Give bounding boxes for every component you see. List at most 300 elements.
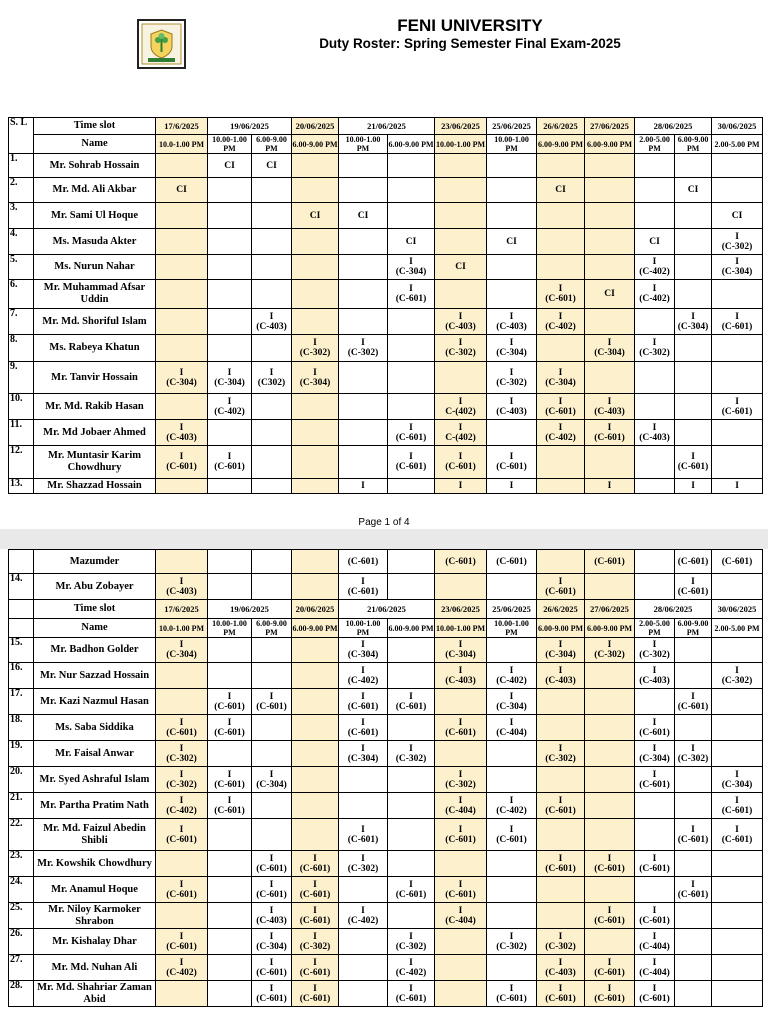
room-code: (C-304): [639, 753, 670, 764]
name-text: Mr. Md. Ali Akbar: [52, 184, 137, 195]
duty-cell: [292, 550, 339, 574]
invigilator-code: I: [313, 905, 317, 916]
invigilator-code: I: [509, 983, 514, 994]
duty-cell: [388, 446, 435, 479]
duty-cell: [487, 550, 537, 574]
duty-cell: [252, 851, 292, 877]
time-label: 6.00-9.00 PM: [256, 619, 287, 637]
room-code: (C-601): [299, 993, 331, 1004]
duty-cell: [252, 929, 292, 955]
duty-cell: [339, 929, 388, 955]
row-serial: [9, 203, 34, 229]
duty-cell: [208, 550, 252, 574]
name-header: [34, 619, 156, 638]
invigilator-code: I: [558, 284, 563, 294]
invigilator-name: [34, 229, 156, 255]
room-code: (C-402): [166, 967, 197, 978]
room-code: (C-302): [299, 941, 331, 952]
duty-cell: [712, 981, 763, 1007]
room-code: (C-403): [166, 586, 197, 597]
invigilator-code: I: [227, 769, 232, 780]
invigilator-code: I: [361, 905, 365, 916]
duty-cell: [487, 280, 537, 309]
table-row: [9, 178, 763, 203]
serial-number: 6.: [10, 279, 18, 290]
duty-cell: [537, 335, 585, 362]
serial-number: 26.: [10, 928, 23, 939]
invigilator-name: [34, 203, 156, 229]
duty-cell: [585, 851, 635, 877]
row-serial: [9, 767, 34, 793]
duty-cell: [487, 689, 537, 715]
duty-cell: [339, 819, 388, 851]
duty-cell: [435, 479, 487, 494]
duty-cell: [675, 793, 712, 819]
invigilator-code: I: [652, 717, 657, 728]
invigilator-code: I: [313, 338, 317, 348]
duty-cell: [635, 981, 675, 1007]
duty-cell: [537, 955, 585, 981]
row-serial: [9, 362, 34, 394]
duty-cell: [585, 550, 635, 574]
invigilator-code: I: [269, 983, 274, 994]
invigilator-code: I: [179, 957, 184, 968]
duty-cell: [675, 229, 712, 255]
duty-cell: [252, 638, 292, 663]
duty-cell: [675, 981, 712, 1007]
duty-cell: [339, 420, 388, 446]
row-serial: [9, 663, 34, 689]
room-code: (C-402): [545, 321, 576, 332]
duty-cell: [388, 574, 435, 600]
duty-cell: [487, 574, 537, 600]
duty-cell: [675, 550, 712, 574]
date-label: 21/06/2025: [367, 604, 406, 614]
invigilator-code: I: [607, 422, 612, 433]
duty-cell: [252, 767, 292, 793]
invigilator-name: [34, 154, 156, 178]
duty-cell: [339, 550, 388, 574]
duty-cell: [487, 154, 537, 178]
invigilator-name: [34, 178, 156, 203]
date-header: [435, 600, 487, 619]
invigilator-code: I: [691, 879, 695, 890]
duty-cell: [339, 280, 388, 309]
duty-cell: [156, 550, 208, 574]
invigilator-code: I: [269, 367, 274, 378]
table-row: [9, 280, 763, 309]
date-label: 26/6/2025: [543, 604, 578, 614]
date-header: [208, 600, 292, 619]
duty-cell: [675, 178, 712, 203]
room-code: (C-302): [496, 377, 527, 388]
invigilator-code: I: [558, 931, 563, 942]
duty-cell: [208, 203, 252, 229]
row-serial: [9, 255, 34, 280]
time-header: [585, 619, 635, 638]
invigilator-name: [34, 929, 156, 955]
invigilator-code: I: [558, 640, 563, 650]
room-code: (C-601): [721, 834, 753, 845]
date-label: 30/06/2025: [717, 604, 757, 614]
invigilator-code: I: [735, 311, 739, 322]
table-row: [9, 903, 763, 929]
room-code: (C-403): [445, 675, 476, 686]
duty-cell: [292, 203, 339, 229]
duty-cell: [675, 255, 712, 280]
room-code: (C-404): [445, 915, 476, 926]
name-text: Mr. Badhon Golder: [50, 644, 139, 655]
invigilator-code: I: [652, 284, 657, 294]
duty-cell: [156, 638, 208, 663]
room-code: (C-403): [166, 432, 197, 443]
row-serial: [9, 715, 34, 741]
invigilator-code: I: [558, 983, 563, 994]
serial-number: 20.: [10, 766, 23, 777]
duty-cell: [388, 229, 435, 255]
time-label: 2.00-5.00 PM: [639, 135, 670, 153]
room-code: (C-304): [594, 348, 625, 358]
invigilator-name: [34, 280, 156, 309]
room-code: (C-304): [721, 779, 753, 790]
duty-cell: [339, 877, 388, 903]
invigilator-code: I: [735, 795, 739, 806]
duty-cell: [635, 955, 675, 981]
date-header: [712, 600, 763, 619]
duty-cell: [292, 255, 339, 280]
row-serial: [9, 479, 34, 494]
duty-cell: [635, 394, 675, 420]
room-code: (C-402): [496, 675, 527, 686]
invigilator-code: I: [558, 311, 563, 322]
room-code: (C-601): [496, 462, 527, 472]
invigilator-code: I: [458, 824, 463, 835]
duty-cell: [292, 229, 339, 255]
room-code: (C-302): [166, 779, 197, 790]
duty-code: CI: [224, 160, 235, 171]
table-row: [9, 335, 763, 362]
duty-cell: [292, 446, 339, 479]
invigilator-code: I: [409, 284, 413, 294]
invigilator-code: I: [269, 853, 274, 864]
invigilator-code: I: [558, 422, 563, 433]
duty-cell: [487, 715, 537, 741]
duty-cell: [339, 767, 388, 793]
row-serial: [9, 877, 34, 903]
duty-code: I: [458, 481, 463, 491]
room-code: (C-601): [299, 863, 331, 874]
room-code: (C-601): [395, 701, 427, 712]
duty-cell: [252, 446, 292, 479]
name-text: Ms. Rabeya Khatun: [49, 342, 140, 353]
duty-cell: [585, 955, 635, 981]
duty-cell: [339, 154, 388, 178]
time-label: 6.00-9.00 PM: [586, 623, 633, 633]
room-code: (C-403): [496, 321, 527, 332]
invigilator-code: I: [179, 452, 184, 462]
duty-cell: [156, 981, 208, 1007]
duty-cell: [585, 362, 635, 394]
duty-code: (C-601): [721, 556, 753, 567]
row-serial: [9, 981, 34, 1007]
duty-cell: [585, 793, 635, 819]
serial-number: 18.: [10, 714, 23, 725]
invigilator-code: I: [509, 452, 514, 462]
date-label: 17/6/2025: [164, 121, 199, 131]
duty-cell: [208, 793, 252, 819]
time-label: 6.00-9.00 PM: [537, 623, 584, 633]
name-text: Mr. Md. Nuhan Ali: [51, 961, 138, 973]
room-code: (C-601): [214, 779, 245, 790]
time-label: 10.0-1.00 PM: [158, 623, 205, 633]
duty-cell: [388, 689, 435, 715]
invigilator-code: I: [269, 879, 274, 890]
room-code: (C-302): [166, 753, 197, 764]
duty-roster-table-page-1: [8, 117, 763, 494]
invigilator-code: I: [509, 931, 514, 942]
duty-cell: [635, 767, 675, 793]
serial-number: 13.: [10, 478, 23, 489]
room-code: (C-302): [445, 348, 476, 358]
room-code: (C-601): [347, 586, 379, 597]
invigilator-code: I: [458, 879, 463, 890]
duty-cell: [156, 335, 208, 362]
invigilator-code: I: [361, 338, 365, 348]
invigilator-code: I: [607, 905, 612, 916]
invigilator-name: [34, 663, 156, 689]
duty-cell: [712, 420, 763, 446]
name-text: Mr. Md. Shahriar Zaman Abid: [37, 981, 152, 1005]
room-code: (C-403): [545, 675, 576, 686]
duty-code: I: [607, 481, 612, 491]
invigilator-code: I: [227, 367, 232, 378]
duty-cell: [675, 689, 712, 715]
invigilator-code: I: [652, 338, 657, 348]
room-code: (C-601): [545, 863, 576, 874]
room-code: (C-601): [166, 462, 197, 472]
duty-cell: [675, 420, 712, 446]
duty-cell: [537, 446, 585, 479]
duty-cell: [292, 793, 339, 819]
duty-cell: [292, 877, 339, 903]
page-footer: Page 1 of 4: [358, 517, 410, 528]
invigilator-code: I: [558, 853, 563, 864]
invigilator-name: [34, 255, 156, 280]
duty-cell: [635, 741, 675, 767]
sl-header: [9, 118, 34, 154]
duty-cell: [675, 309, 712, 335]
invigilator-code: I: [313, 931, 317, 942]
name-text: Mr. Partha Pratim Nath: [40, 799, 149, 811]
duty-cell: [487, 309, 537, 335]
room-code: (C-402): [545, 432, 576, 443]
table-row: [9, 362, 763, 394]
time-slot-header: [34, 118, 156, 135]
duty-cell: [675, 877, 712, 903]
room-code: (C-601): [677, 889, 709, 900]
room-code: (C-601): [639, 915, 670, 926]
invigilator-code: I: [652, 665, 657, 676]
date-label: 23/06/2025: [441, 604, 480, 614]
room-code: (C-601): [721, 406, 753, 417]
serial-number: 4.: [10, 228, 18, 239]
duty-cell: [156, 955, 208, 981]
invigilator-code: I: [691, 743, 695, 754]
duty-cell: [435, 362, 487, 394]
invigilator-code: I: [509, 824, 514, 835]
invigilator-code: I: [361, 665, 365, 676]
time-header: [712, 619, 763, 638]
duty-cell: [292, 479, 339, 494]
duty-cell: [712, 877, 763, 903]
invigilator-code: I: [361, 824, 365, 835]
duty-cell: [339, 955, 388, 981]
duty-cell: [252, 574, 292, 600]
duty-cell: [388, 362, 435, 394]
duty-cell: [487, 362, 537, 394]
duty-cell: [156, 394, 208, 420]
duty-cell: [208, 819, 252, 851]
duty-cell: [435, 420, 487, 446]
invigilator-name: [34, 715, 156, 741]
time-label: 10.0-1.00 PM: [158, 139, 205, 149]
room-code: (C-601): [347, 834, 379, 845]
duty-cell: [487, 767, 537, 793]
duty-cell: [156, 255, 208, 280]
room-code: (C-304): [256, 941, 287, 952]
duty-cell: [208, 638, 252, 663]
duty-cell: [252, 394, 292, 420]
room-code: (C-601): [214, 805, 245, 816]
duty-code: CI: [405, 236, 417, 247]
duty-cell: [388, 309, 435, 335]
room-code: (C-601): [214, 727, 245, 738]
duty-cell: [435, 689, 487, 715]
serial-number: 17.: [10, 688, 23, 699]
duty-cell: [487, 903, 537, 929]
time-header: [537, 135, 585, 154]
time-header: [208, 619, 252, 638]
invigilator-code: I: [558, 576, 563, 587]
duty-cell: [292, 178, 339, 203]
duty-cell: [675, 663, 712, 689]
duty-cell: [585, 280, 635, 309]
duty-cell: [208, 255, 252, 280]
duty-cell: [487, 793, 537, 819]
duty-code: CI: [266, 160, 277, 171]
duty-cell: [585, 715, 635, 741]
duty-cell: [156, 819, 208, 851]
time-label: 2.00-5.00 PM: [714, 623, 760, 633]
invigilator-code: I: [509, 795, 514, 806]
time-header: [487, 135, 537, 154]
duty-cell: [339, 903, 388, 929]
invigilator-name: [34, 955, 156, 981]
date-header: [339, 600, 435, 619]
time-label: 6.00-9.00 PM: [677, 619, 709, 637]
room-code: C-(402): [445, 406, 476, 417]
row-serial: [9, 689, 34, 715]
invigilator-code: I: [313, 957, 317, 968]
room-code: (C-601): [395, 462, 427, 472]
duty-cell: [712, 574, 763, 600]
duty-code: CI: [506, 236, 517, 247]
invigilator-code: I: [227, 396, 232, 407]
invigilator-code: I: [361, 853, 365, 864]
date-header: [537, 118, 585, 135]
duty-cell: [635, 362, 675, 394]
duty-cell: [156, 178, 208, 203]
table-row: [9, 767, 763, 793]
duty-code: (C-601): [496, 556, 527, 567]
date-header: [635, 118, 712, 135]
duty-cell: [712, 446, 763, 479]
room-code: (C-601): [545, 586, 576, 597]
duty-cell: [156, 851, 208, 877]
room-code: (C-302): [299, 348, 331, 358]
duty-cell: [487, 663, 537, 689]
invigilator-code: I: [652, 983, 657, 994]
duty-code: CI: [731, 210, 743, 221]
name-text: Mr. Nur Sazzad Hossain: [39, 669, 150, 681]
duty-cell: [675, 767, 712, 793]
time-label: 10.00-1.00 PM: [494, 135, 529, 153]
date-label: 28/06/2025: [653, 121, 693, 131]
duty-cell: [585, 178, 635, 203]
table-row: [9, 955, 763, 981]
invigilator-code: I: [179, 879, 184, 890]
duty-cell: [435, 550, 487, 574]
duty-cell: [537, 793, 585, 819]
room-code: (C-304): [496, 701, 527, 712]
room-code: (C-601): [594, 993, 625, 1004]
invigilator-code: I: [509, 367, 514, 378]
duty-cell: [585, 309, 635, 335]
table-row: [9, 981, 763, 1007]
duty-cell: [292, 929, 339, 955]
duty-cell: [388, 255, 435, 280]
invigilator-name: [34, 362, 156, 394]
room-code: (C-402): [395, 967, 427, 978]
duty-cell: [585, 741, 635, 767]
invigilator-name: [34, 638, 156, 663]
name-text: Mr. Kowshik Chowdhury: [37, 857, 152, 869]
room-code: (C-601): [545, 805, 576, 816]
name-text: Mr. Md. Rakib Hasan: [45, 400, 144, 412]
duty-cell: [712, 819, 763, 851]
duty-cell: [635, 280, 675, 309]
duty-cell: [712, 394, 763, 420]
duty-code: I: [361, 481, 365, 491]
duty-cell: [388, 154, 435, 178]
duty-cell: [435, 767, 487, 793]
duty-cell: [156, 877, 208, 903]
duty-cell: [252, 741, 292, 767]
serial-number: 10.: [10, 393, 23, 404]
duty-cell: [208, 955, 252, 981]
duty-cell: [537, 309, 585, 335]
duty-cell: [675, 574, 712, 600]
duty-cell: [435, 178, 487, 203]
duty-cell: [487, 929, 537, 955]
invigilator-code: I: [179, 640, 184, 650]
duty-cell: [292, 767, 339, 793]
time-label: 6.00-9.00 PM: [388, 623, 434, 633]
room-code: (C-304): [299, 377, 331, 388]
table-row: [9, 741, 763, 767]
duty-cell: [435, 255, 487, 280]
invigilator-code: I: [313, 879, 317, 890]
